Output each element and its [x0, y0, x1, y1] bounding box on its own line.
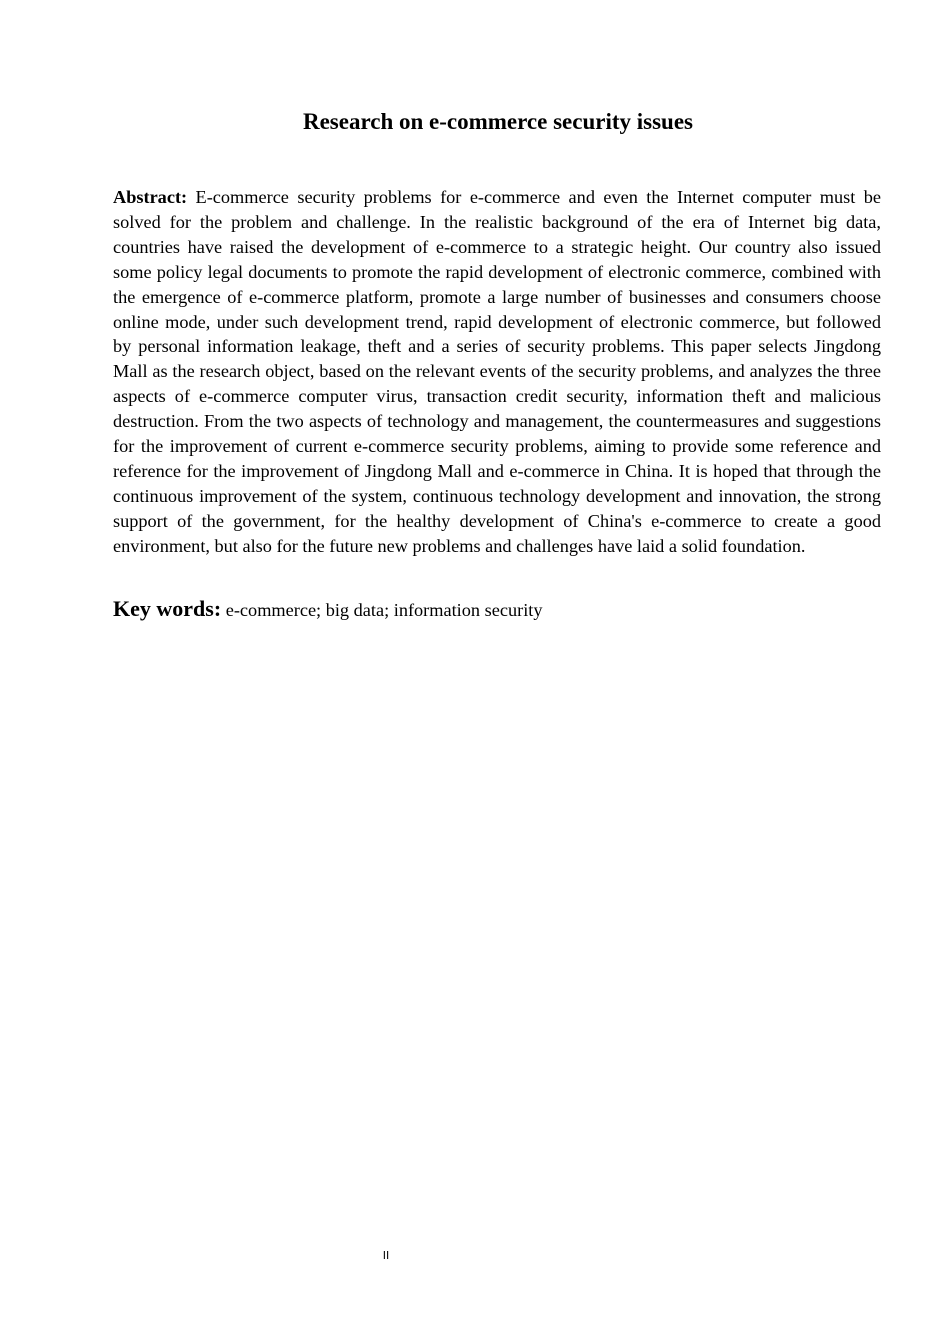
document-title: Research on e-commerce security issues: [302, 109, 694, 134]
abstract-paragraph: [113, 185, 881, 559]
keywords-line: [113, 594, 881, 625]
keywords-text: e-commerce; big data; information security: [225, 600, 543, 620]
abstract-label: Abstract:: [113, 187, 188, 207]
keywords-label: Key words:: [113, 596, 222, 621]
page-number: II: [382, 1249, 390, 1262]
abstract-text: E-commerce security problems for e-commerce and even the Internet computer must be solved for the problem and challenge. In the realistic background of the era of Internet big data, countries have raised the development of e-commerce to a strategic height. Our country also issued some policy legal documents to promote the rapid development of electronic commerce, combined with the emergence of e-commerce platform, promote a large number of businesses and consumers choose online mode, under such development trend, rapid development of electronic commerce, but followed by personal information leakage, theft and a series of security problems. This paper selects Jingdong Mall as the research object, based on the relevant events of the security problems, and analyzes the three aspects of e-commerce computer virus, transaction credit security, information theft and malicious destruction. From the two aspects of technology and management, the countermeasures and suggestions for the improvement of current e-commerce security problems, aiming to provide some reference and reference for the improvement of Jingdong Mall and e-commerce in China. It is hoped that through the continuous improvement of the system, continuous technology development and innovation, the strong support of the government, for the healthy development of China's e-commerce to create a good environment, but also for the future new problems and challenges have laid a solid foundation.: [113, 187, 881, 556]
